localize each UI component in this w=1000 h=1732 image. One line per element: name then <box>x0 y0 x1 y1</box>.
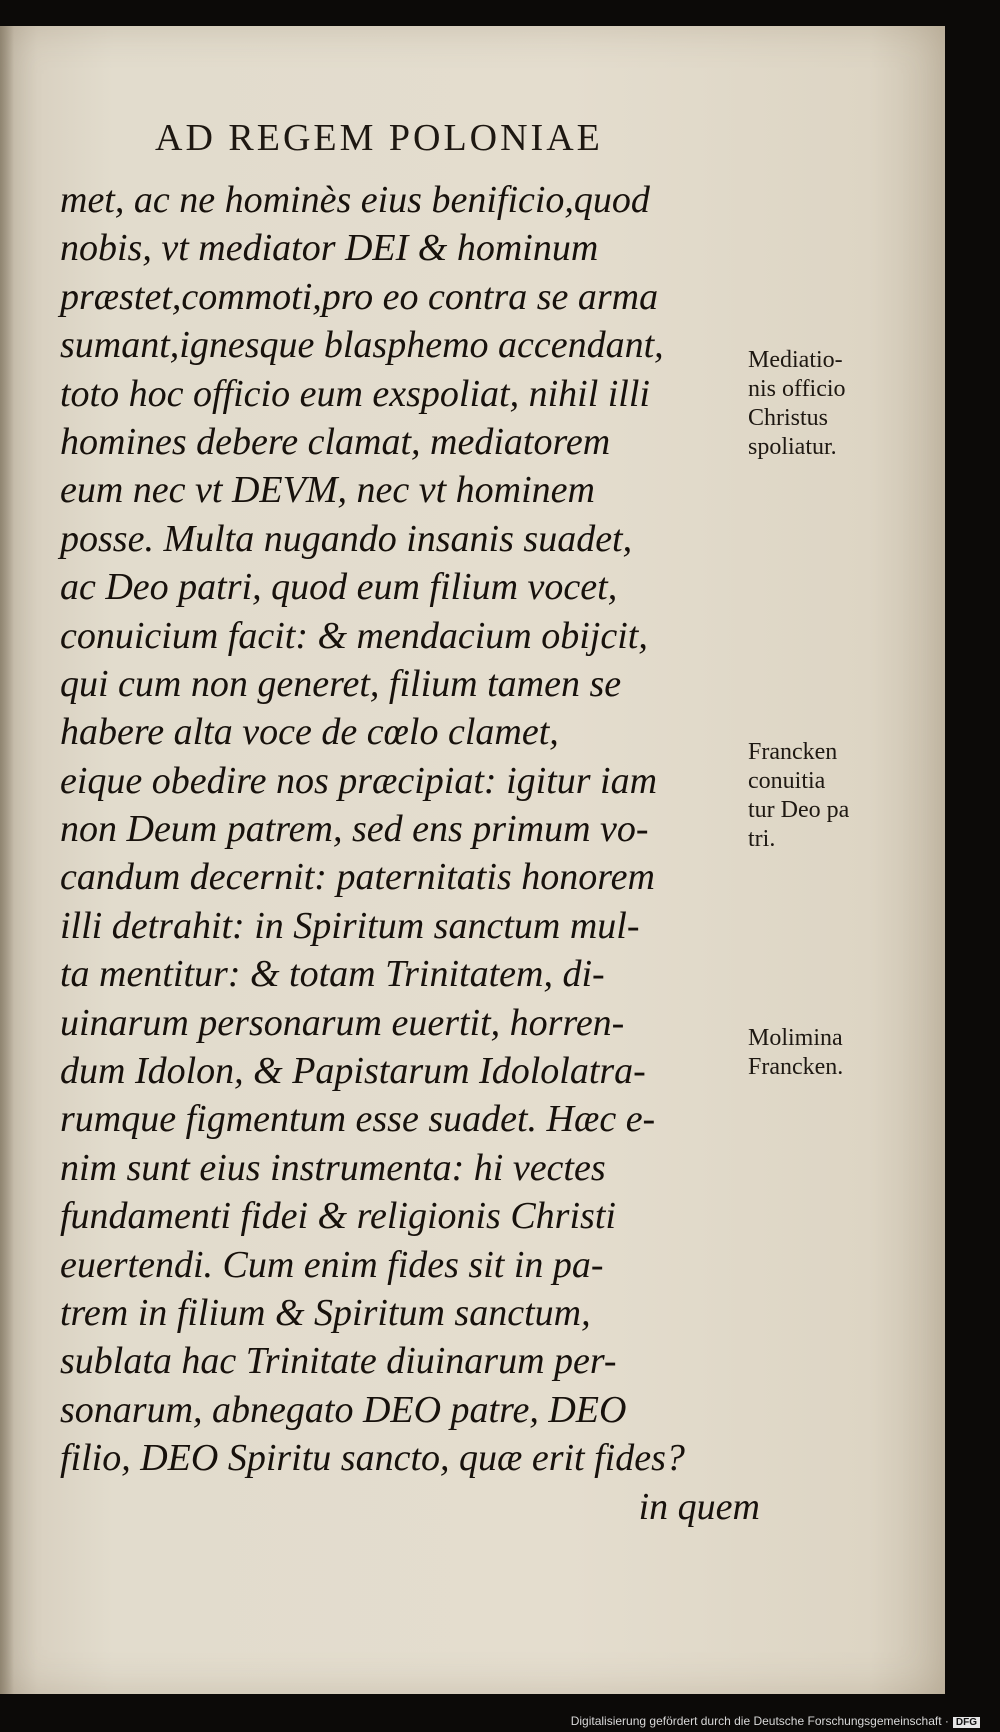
text-line: posse. Multa nugando insanis suadet, <box>60 517 633 560</box>
text-line: dum Idolon, & Papistarum Idololatra- <box>60 1050 646 1093</box>
margin-note-line: Mediatio- <box>748 347 843 373</box>
margin-note-mediatio <box>748 346 908 462</box>
text-line: uinarum personarum euertit, horren- <box>60 1001 625 1044</box>
text-line: conuicium facit: & mendacium obijcit, <box>60 614 648 657</box>
text-line: sonarum, abnegato DEO patre, DEO <box>60 1388 627 1431</box>
margin-note-line: tur Deo pa <box>748 797 850 823</box>
margin-note-line: tri. <box>748 826 776 852</box>
text-line: non Deum patrem, sed ens primum vo- <box>60 808 649 851</box>
text-line: sublata hac Trinitate diuinarum per- <box>60 1340 617 1383</box>
book-page <box>0 26 945 1694</box>
text-line: met, ac ne hominès eius benificio,quod <box>60 179 650 221</box>
text-line: ac Deo patri, quod eum filium vocet, <box>60 566 618 609</box>
footer-text: Digitalisierung gefördert durch die Deutsche Forschungsgemeinschaft · <box>570 1714 949 1728</box>
margin-note-line: Francken. <box>748 1054 844 1080</box>
text-line: præstet,commoti,pro eo contra se arma <box>60 275 659 318</box>
text-line: homines debere clamat, mediatorem <box>60 420 611 463</box>
margin-note-line: spoliatur. <box>748 434 837 460</box>
margin-note-line: nis officio <box>748 376 846 402</box>
text-line: qui cum non generet, filium tamen se <box>60 662 622 705</box>
text-line: trem in filium & Spiritum sanctum, <box>60 1291 591 1334</box>
dfg-logo: DFG <box>953 1717 980 1728</box>
text-line: nim sunt eius instrumenta: hi vectes <box>60 1146 606 1189</box>
text-line: habere alta voce de cœlo clamet, <box>60 711 559 754</box>
text-line: fundamenti fidei & religionis Christi <box>60 1195 616 1238</box>
margin-note-line: Francken <box>748 739 838 765</box>
digitization-footer <box>571 1714 980 1728</box>
text-line: ta mentitur: & totam Trinitatem, di- <box>60 953 605 996</box>
text-line: candum decernit: paternitatis honorem <box>60 856 655 899</box>
text-line: rumque figmentum esse suadet. Hæc e- <box>60 1098 656 1141</box>
margin-note-line: Christus <box>748 405 829 431</box>
text-line: euertendi. Cum enim fides sit in pa- <box>60 1243 604 1286</box>
margin-note-line: conuitia <box>748 768 826 794</box>
text-line: toto hoc officio eum exspoliat, nihil illi <box>60 372 650 415</box>
margin-note-molimina <box>748 1024 908 1082</box>
text-line: eique obedire nos præcipiat: igitur iam <box>60 759 658 802</box>
text-line: illi detrahit: in Spiritum sanctum mul- <box>60 904 640 947</box>
margin-note-line: Molimina <box>748 1025 843 1051</box>
margin-note-francken <box>748 738 908 854</box>
text-line: sumant,ignesque blasphemo accendant, <box>60 324 664 367</box>
catchword: in quem <box>638 1485 760 1528</box>
text-line: filio, DEO Spiritu sancto, quæ erit fides? <box>60 1437 685 1480</box>
body-text <box>60 176 760 1531</box>
text-line: nobis, vt mediator DEI & hominum <box>60 227 599 270</box>
running-head: AD REGEM POLONIAE <box>155 117 603 159</box>
text-line: eum nec vt DEVM, nec vt hominem <box>60 469 595 512</box>
